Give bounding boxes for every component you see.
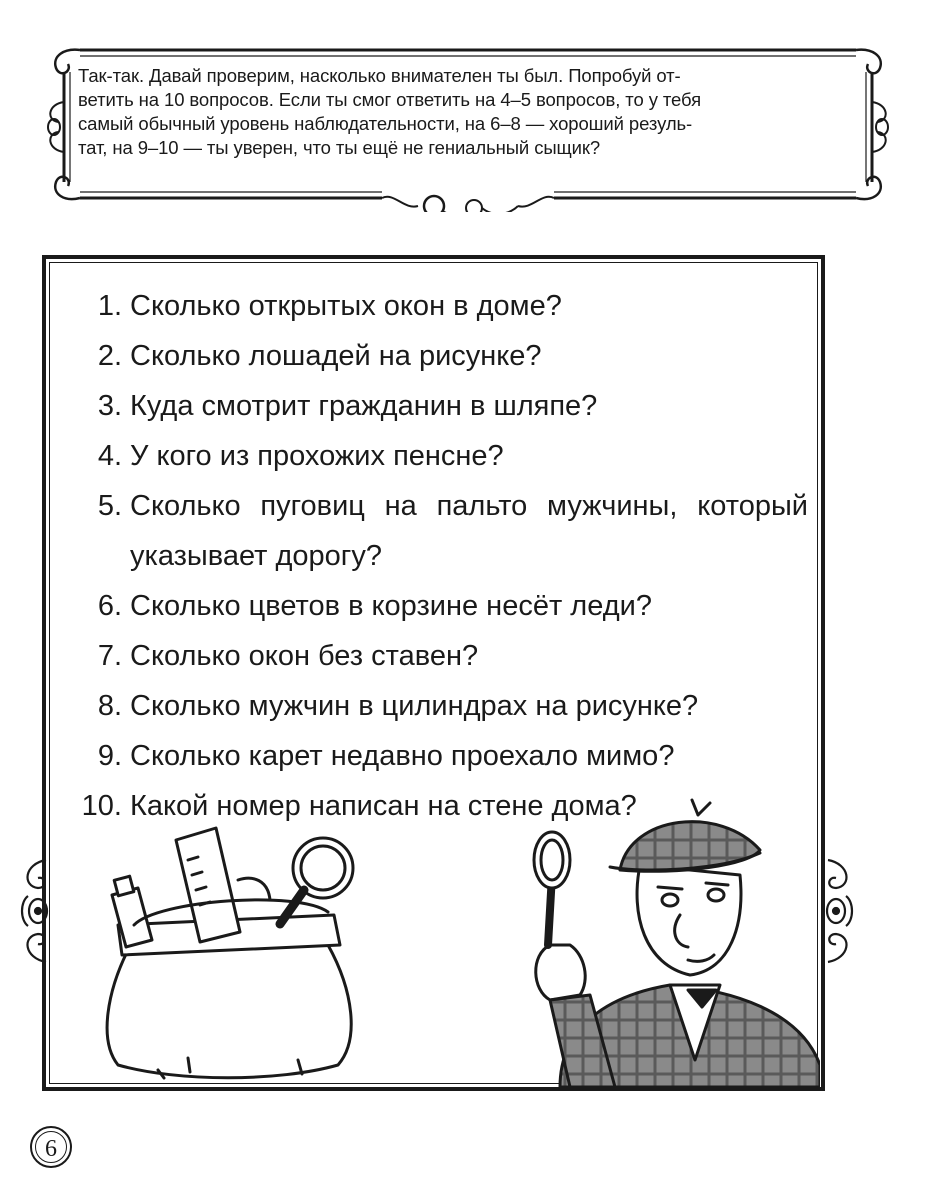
question-number: 5. bbox=[97, 490, 122, 522]
question-item bbox=[66, 631, 808, 681]
question-text: Сколько лошадей на рисунке? bbox=[130, 340, 542, 372]
intro-line: Так-так. Давай проверим, насколько внимателен ты был. Попробуй от- bbox=[78, 65, 681, 86]
detective-with-magnifier-icon bbox=[520, 795, 820, 1087]
question-text: У кого из прохожих пенсне? bbox=[130, 440, 504, 472]
question-number: 7. bbox=[97, 640, 122, 672]
question-item bbox=[66, 431, 808, 481]
question-text: Сколько мужчин в цилиндрах на рисунке? bbox=[130, 690, 699, 722]
questions-list bbox=[66, 281, 808, 831]
intro-paragraph bbox=[78, 64, 838, 160]
question-number: 6. bbox=[97, 590, 122, 622]
question-item bbox=[66, 281, 808, 331]
detective-bag-icon bbox=[98, 820, 373, 1082]
question-item bbox=[66, 681, 808, 731]
question-item bbox=[66, 381, 808, 431]
question-text: Сколько пуговиц на пальто мужчины, который указывает дорогу? bbox=[130, 490, 808, 572]
question-text: Сколько карет недавно проехало мимо? bbox=[130, 740, 675, 772]
question-number: 1. bbox=[97, 290, 122, 322]
question-number: 9. bbox=[97, 740, 122, 772]
intro-frame bbox=[42, 42, 894, 212]
question-item bbox=[66, 331, 808, 381]
question-item bbox=[66, 731, 808, 781]
page-number: 6 bbox=[30, 1126, 72, 1168]
left-ornament-icon bbox=[16, 856, 68, 966]
question-number: 8. bbox=[97, 690, 122, 722]
intro-line: тат, на 9–10 — ты уверен, что ты ещё не гениальный сыщик? bbox=[78, 137, 601, 158]
intro-line: самый обычный уровень наблюдательности, на 6–8 — хороший резуль- bbox=[78, 113, 693, 134]
question-text: Сколько открытых окон в доме? bbox=[130, 290, 562, 322]
question-number: 4. bbox=[97, 440, 122, 472]
question-text: Сколько цветов в корзине несёт леди? bbox=[130, 590, 652, 622]
question-text: Сколько окон без ставен? bbox=[130, 640, 479, 672]
question-text: Куда смотрит гражданин в шляпе? bbox=[130, 390, 598, 422]
question-text: Какой номер написан на стене дома? bbox=[130, 790, 637, 822]
question-item bbox=[66, 481, 808, 581]
question-item bbox=[66, 581, 808, 631]
question-number: 10. bbox=[81, 790, 122, 822]
question-number: 3. bbox=[97, 390, 122, 422]
intro-line: ветить на 10 вопросов. Если ты смог ответить на 4–5 вопросов, то у тебя bbox=[78, 89, 702, 110]
question-number: 2. bbox=[97, 340, 122, 372]
